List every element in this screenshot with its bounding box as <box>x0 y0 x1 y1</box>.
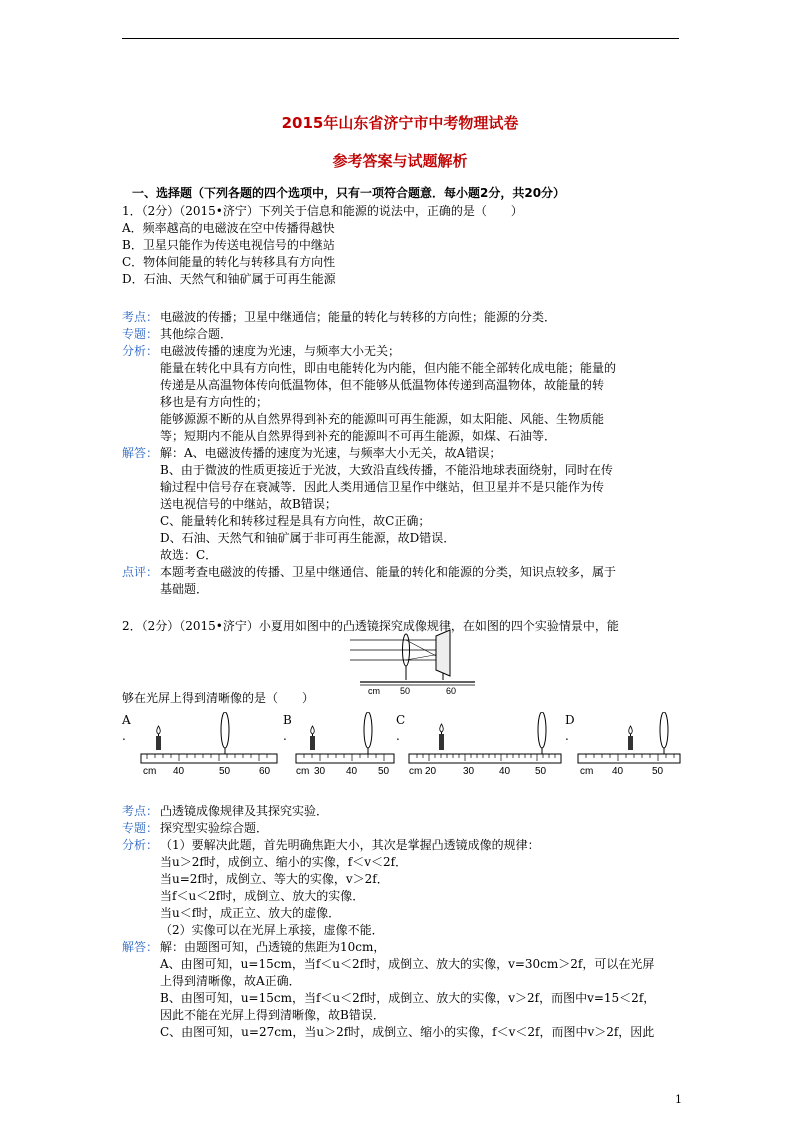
q2-opt-a-dot: . <box>122 729 126 743</box>
q2-fenxi-line: 当f＜u＜2f时，成倒立、放大的实像． <box>160 889 365 903</box>
q2-fenxi-line: （1）要解决此题，首先明确焦距大小，其次是掌握凸透镜成像的规律： <box>160 838 540 852</box>
q2-fenxi-line: 当u＜f时，成正立、放大的虚像． <box>160 906 341 920</box>
q2-kaodian-text: 凸透镜成像规律及其探究实验． <box>160 804 329 818</box>
fig-tick-label: 40 <box>612 766 624 777</box>
q2-zhuanti-label: 专题： <box>122 821 159 835</box>
section-heading: 一、选择题（下列各题的四个选项中，只有一项符合题意．每小题2分，共20分） <box>132 186 566 200</box>
q1-option-c: C．物体间能量的转化与转移具有方向性 <box>122 255 336 269</box>
q1-jieda-line: B、由于微波的性质更接近于光波，大致沿直线传播，不能沿地球表面绕射，同时在传 <box>160 463 613 477</box>
q1-jieda-line: 输过程中信号存在衰减等．因此人类用通信卫星作中继站，但卫星并不是只能作为传 <box>160 480 605 494</box>
q2-figure-b <box>292 712 397 780</box>
q1-fenxi-line: 能够源源不断的从自然界得到补充的能源叫可再生能源，如太阳能、风能、生物质能 <box>160 412 605 426</box>
fig-tick-label: 50 <box>400 686 411 696</box>
q2-jieda-line: B、由图可知，u=15cm，当f＜u＜2f时，成倒立、放大的实像，v＞2f，而图中v=15＜2f， <box>160 991 656 1005</box>
q2-jieda-line: A、由图可知，u=15cm，当f＜u＜2f时，成倒立、放大的实像，v=30cm＞2f，可以在光屏 <box>160 957 655 971</box>
q2-opt-b-dot: . <box>283 729 287 743</box>
fig-tick-label: 40 <box>173 766 185 777</box>
q1-dianping-line: 本题考查电磁波的传播、卫星中继通信、能量的转化和能源的分类，知识点较多，属于 <box>160 565 617 579</box>
q2-jieda-line: 因此不能在光屏上得到清晰像，故B错误． <box>160 1008 385 1022</box>
header-rule <box>122 38 679 39</box>
q1-jieda-line: 送电视信号的中继站，故B错误； <box>160 497 337 511</box>
q2-figure-c <box>405 712 565 780</box>
q2-fenxi-line: 当u=2f时，成倒立、等大的实像，v＞2f． <box>160 872 389 886</box>
q1-dianping-line: 基础题． <box>160 582 209 596</box>
fig-tick-label: 60 <box>446 686 457 696</box>
q2-fenxi-label: 分析： <box>122 838 159 852</box>
fig-axis-unit: cm <box>368 686 380 696</box>
q2-figure-a <box>133 712 283 780</box>
q2-opt-a-letter: A <box>122 713 131 727</box>
fig-tick-label: 60 <box>259 766 271 777</box>
q1-jieda-line: D、石油、天然气和铀矿属于非可再生能源，故D错误． <box>160 531 456 545</box>
page-subtitle: 参考答案与试题解析 <box>332 152 468 170</box>
q1-option-d: D．石油、天然气和铀矿属于可再生能源 <box>122 272 336 286</box>
page-number: 1 <box>675 1093 682 1106</box>
q1-jieda-label: 解答： <box>122 446 159 460</box>
q2-opt-d-letter: D <box>565 713 575 727</box>
fig-axis-unit: cm <box>143 766 157 777</box>
q2-jieda-line: 解：由题图可知，凸透镜的焦距为10cm， <box>160 940 386 954</box>
q1-dianping-label: 点评： <box>122 565 159 579</box>
q1-fenxi-line: 传递是从高温物体传向低温物体，但不能够从低温物体传递到高温物体，故能量的转 <box>160 378 605 392</box>
q2-opt-d-dot: . <box>565 729 569 743</box>
q2-figure-d <box>574 712 684 780</box>
q2-jieda-line: C、由图可知，u=27cm，当u＞2f时，成倒立、缩小的实像，f＜v＜2f，而图中v＞2f，因此 <box>160 1025 655 1039</box>
q2-main-figure <box>340 628 490 696</box>
q1-fenxi-line: 电磁波传播的速度为光速，与频率大小无关； <box>160 344 401 358</box>
q1-fenxi-line: 能量在转化中具有方向性，即由电能转化为内能，但内能不能全部转化成电能；能量的 <box>160 361 617 375</box>
fig-tick-label: 50 <box>535 766 547 777</box>
q1-jieda-line: 解：A、电磁波传播的速度为光速，与频率大小无关，故A错误； <box>160 446 502 460</box>
q1-zhuanti-label: 专题： <box>122 327 159 341</box>
fig-tick-label: 40 <box>346 766 358 777</box>
q1-option-a: A．频率越高的电磁波在空中传播得越快 <box>122 221 335 235</box>
page-title: 2015年山东省济宁市中考物理试卷 <box>281 114 519 132</box>
q2-opt-b-letter: B <box>283 713 292 727</box>
fig-tick-label: 40 <box>499 766 511 777</box>
fig-tick-label: 30 <box>314 766 326 777</box>
q1-jieda-line: 故选：C． <box>160 548 218 562</box>
q1-fenxi-line: 等；短期内不能从自然界得到补充的能源叫不可再生能源，如煤、石油等． <box>160 429 557 443</box>
q2-stem: 2．（2分）（2015•济宁）小夏用如图中的凸透镜探究成像规律，在如图的四个实验情景中，能 <box>122 619 619 633</box>
q1-fenxi-line: 移也是有方向性的； <box>160 395 269 409</box>
q2-opt-c-letter: C <box>396 713 406 727</box>
fig-axis-unit: cm <box>580 766 594 777</box>
fig-axis-unit: cm <box>409 766 423 777</box>
q1-stem: 1．（2分）（2015•济宁）下列关于信息和能源的说法中，正确的是（ ） <box>122 204 523 218</box>
q2-opt-c-dot: . <box>396 729 400 743</box>
q2-jieda-label: 解答： <box>122 940 159 954</box>
fig-tick-label: 50 <box>652 766 664 777</box>
q2-zhuanti-text: 探究型实验综合题． <box>160 821 269 835</box>
q1-option-b: B．卫星只能作为传送电视信号的中继站 <box>122 238 335 252</box>
fig-tick-label: 50 <box>219 766 231 777</box>
q2-kaodian-label: 考点： <box>122 804 159 818</box>
q1-jieda-line: C、能量转化和转移过程是具有方向性，故C正确； <box>160 514 431 528</box>
q1-zhuanti-text: 其他综合题． <box>160 327 233 341</box>
fig-tick-label: 30 <box>463 766 475 777</box>
q2-stem-cont: 够在光屏上得到清晰像的是（ ） <box>122 691 315 705</box>
fig-tick-label: 50 <box>378 766 390 777</box>
q1-fenxi-label: 分析： <box>122 344 159 358</box>
q2-fenxi-line: （2）实像可以在光屏上承接，虚像不能． <box>160 923 384 937</box>
fig-axis-unit: cm <box>296 766 310 777</box>
q1-kaodian-label: 考点： <box>122 310 159 324</box>
q1-kaodian-text: 电磁波的传播；卫星中继通信；能量的转化与转移的方向性；能源的分类． <box>160 310 557 324</box>
fig-tick-label: 20 <box>425 766 437 777</box>
q2-fenxi-line: 当u＞2f时，成倒立、缩小的实像，f＜v＜2f． <box>160 855 408 869</box>
q2-jieda-line: 上得到清晰像，故A正确． <box>160 974 301 988</box>
